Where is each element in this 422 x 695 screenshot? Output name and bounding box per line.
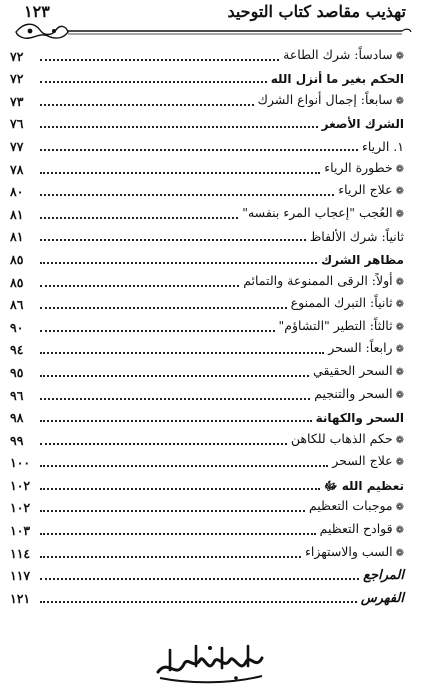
toc-row[interactable]: [10, 563, 404, 586]
toc-row[interactable]: [10, 156, 404, 179]
toc-entry-title: [243, 274, 404, 292]
toc-entry-title: [324, 161, 404, 179]
toc-row[interactable]: [10, 66, 404, 89]
flower-bullet-icon: ❁: [395, 50, 404, 62]
book-title: تهذيب مقاصد كتاب التوحيد: [227, 2, 406, 21]
toc-page-number: ٧٦: [10, 116, 24, 132]
toc-page-number: ٩٥: [10, 364, 24, 380]
dot-leader: [40, 601, 357, 603]
toc-entry-text: أولاً: الرقى الممنوعة والتمائم: [243, 272, 393, 288]
toc-row[interactable]: [10, 43, 404, 66]
toc-row[interactable]: [10, 246, 404, 269]
toc-row[interactable]: [10, 427, 404, 450]
dot-leader: [40, 285, 239, 287]
toc-entry-title: [279, 319, 405, 337]
dot-leader: [40, 126, 318, 128]
toc-entry-title: [316, 411, 404, 427]
toc-row[interactable]: [10, 405, 404, 428]
toc-page-number: ١٠٣: [10, 523, 31, 539]
toc-row[interactable]: [10, 201, 404, 224]
toc-page-number: ٧٨: [10, 161, 24, 177]
dot-leader: [40, 81, 267, 83]
toc-row[interactable]: [10, 314, 404, 337]
toc-entry-text: مظاهر الشرك: [321, 252, 404, 267]
calligraphy-ornament-icon: [150, 640, 270, 684]
toc-entry-text: الشرك الأصغر: [321, 117, 404, 132]
flower-bullet-icon: ❁: [395, 276, 404, 288]
toc-entry-text: ثالثاً: التطير "التشاؤم": [278, 317, 393, 333]
toc-entry-title: [305, 545, 404, 563]
dot-leader: [40, 420, 312, 422]
dot-leader: [40, 194, 334, 196]
toc-page-number: ٧٢: [10, 71, 24, 87]
toc-entry-title: [324, 479, 404, 495]
toc-entry-text: السحر والكهانة: [315, 411, 404, 426]
flower-bullet-icon: ❁: [395, 389, 404, 401]
toc-entry-title: [362, 140, 404, 156]
toc-entry-text: المراجع: [363, 568, 404, 584]
toc-page-number: ١٢١: [10, 590, 31, 606]
toc-page-number: ٨٠: [10, 184, 24, 200]
dot-leader: [40, 149, 358, 151]
toc-entry-title: [313, 364, 404, 382]
toc-entry-text: ثانياً: شرك الألفاظ: [309, 229, 404, 245]
toc-row[interactable]: [10, 224, 404, 247]
toc-entry-text: موجبات التعظيم: [308, 498, 393, 514]
toc-row[interactable]: [10, 517, 404, 540]
flower-bullet-icon: ❁: [395, 434, 404, 446]
toc-row[interactable]: [10, 382, 404, 405]
flower-bullet-icon: ❁: [395, 95, 404, 107]
flower-bullet-icon: ❁: [395, 344, 404, 356]
toc-page-number: ٩٦: [10, 387, 24, 403]
toc-row[interactable]: [10, 133, 404, 156]
dot-leader: [40, 307, 287, 309]
dot-leader: [40, 330, 275, 332]
toc-page-number: ٨١: [10, 206, 24, 222]
toc-row[interactable]: [10, 292, 404, 315]
toc-entry-title: [328, 341, 404, 359]
toc-entry-text: العُجب "إعجاب المرء بنفسه": [242, 204, 393, 220]
dot-leader: [40, 352, 324, 354]
toc-page-number: ٧٢: [10, 48, 24, 64]
toc-page-number: ١٠٠: [10, 455, 31, 471]
toc-row[interactable]: [10, 179, 404, 202]
toc-entry-text: خطورة الرياء: [324, 159, 393, 175]
dot-leader: [40, 398, 310, 400]
dot-leader: [40, 262, 317, 264]
toc-row[interactable]: [10, 337, 404, 360]
flower-bullet-icon: ❁: [395, 547, 404, 559]
dot-leader: [40, 510, 305, 512]
toc-entry-title: [332, 454, 404, 472]
toc-row[interactable]: [10, 585, 404, 608]
toc-page-number: ١٠٢: [10, 500, 31, 516]
toc-entry-text: السحر والتنجيم: [314, 385, 393, 401]
toc-entry-title: [291, 432, 404, 450]
flower-bullet-icon: ❁: [395, 186, 404, 198]
toc-entry-text: رابعاً: السحر: [328, 340, 393, 356]
toc-entry-title: [314, 387, 404, 405]
toc-entry-title: [310, 230, 404, 246]
dot-leader: [40, 533, 316, 535]
toc-row[interactable]: [10, 540, 404, 563]
toc-entry-title: [320, 522, 404, 540]
toc-entry-text: ثانياً: التبرك الممنوع: [290, 295, 393, 311]
toc-page-number: ٩٩: [10, 432, 24, 448]
flower-bullet-icon: ❁: [395, 457, 404, 469]
toc-entry-text: السب والاستهزاء: [305, 543, 393, 559]
toc-row[interactable]: [10, 472, 404, 495]
toc-entry-text: السحر الحقيقي: [313, 362, 393, 378]
toc-page-number: ٨٥: [10, 274, 24, 290]
toc-page-number: ١٠٢: [10, 477, 31, 493]
toc-entry-text: علاج السحر: [332, 453, 393, 469]
toc-row[interactable]: [10, 269, 404, 292]
dot-leader: [40, 239, 306, 241]
flower-bullet-icon: ❁: [395, 502, 404, 514]
dot-leader: [40, 375, 309, 377]
toc-page-number: ٩٨: [10, 410, 24, 426]
dot-leader: [40, 488, 320, 490]
toc-entry-text: الحكم بغير ما أنزل الله: [270, 72, 404, 87]
toc-entry-title: [242, 206, 404, 224]
toc-row[interactable]: [10, 450, 404, 473]
toc-page-number: ٧٧: [10, 138, 24, 154]
toc-entry-text: علاج الرياء: [338, 182, 393, 198]
toc-entry-text: سادساً: شرك الطاعة: [283, 46, 393, 62]
toc-page-number: ٧٣: [10, 93, 24, 109]
toc-row[interactable]: [10, 111, 404, 134]
toc-page-number: ٩٤: [10, 342, 24, 358]
table-of-contents: [10, 43, 404, 608]
toc-row[interactable]: [10, 495, 404, 518]
toc-entry-title: [271, 72, 404, 88]
dot-leader: [40, 578, 359, 580]
toc-entry-title: [322, 117, 404, 133]
flower-bullet-icon: ❁: [395, 525, 404, 537]
toc-entry-text: ١. الرياء: [361, 138, 404, 154]
toc-entry-text: سابعاً: إجمال أنواع الشرك: [257, 91, 393, 107]
toc-page-number: ٨٦: [10, 297, 24, 313]
page-number: ١٢٣: [24, 2, 50, 21]
page-header: [10, 2, 412, 42]
dot-leader: [40, 172, 320, 174]
toc-entry-title: [258, 93, 404, 111]
toc-row[interactable]: [10, 359, 404, 382]
toc-entry-title: [338, 183, 404, 201]
dot-leader: [40, 465, 328, 467]
toc-entry-text: حكم الذهاب للكاهن: [290, 430, 393, 446]
toc-page-number: ١١٧: [10, 568, 31, 584]
flower-bullet-icon: ❁: [395, 299, 404, 311]
toc-entry-title: [309, 499, 404, 517]
toc-page-number: ١١٤: [10, 545, 31, 561]
flower-bullet-icon: ❁: [395, 321, 404, 333]
flower-bullet-icon: ❁: [395, 163, 404, 175]
toc-entry-text: تعظيم الله ﷻ: [324, 478, 404, 493]
flower-bullet-icon: ❁: [395, 208, 404, 220]
dot-leader: [40, 217, 238, 219]
toc-entry-title: [363, 569, 404, 585]
dot-leader: [40, 104, 254, 106]
toc-entry-title: [291, 296, 404, 314]
header-ornament-icon: [10, 20, 412, 42]
toc-entry-title: [361, 592, 404, 608]
toc-entry-title: [321, 253, 404, 269]
toc-entry-text: الفهرس: [360, 590, 404, 606]
dot-leader: [40, 443, 287, 445]
dot-leader: [40, 59, 279, 61]
toc-page-number: ٨١: [10, 229, 24, 245]
toc-page-number: ٩٠: [10, 319, 24, 335]
dot-leader: [40, 556, 301, 558]
flower-bullet-icon: ❁: [395, 366, 404, 378]
toc-page-number: ٨٥: [10, 251, 24, 267]
toc-row[interactable]: [10, 88, 404, 111]
toc-entry-title: [283, 48, 404, 66]
toc-entry-text: قوادح التعظيم: [319, 521, 393, 537]
